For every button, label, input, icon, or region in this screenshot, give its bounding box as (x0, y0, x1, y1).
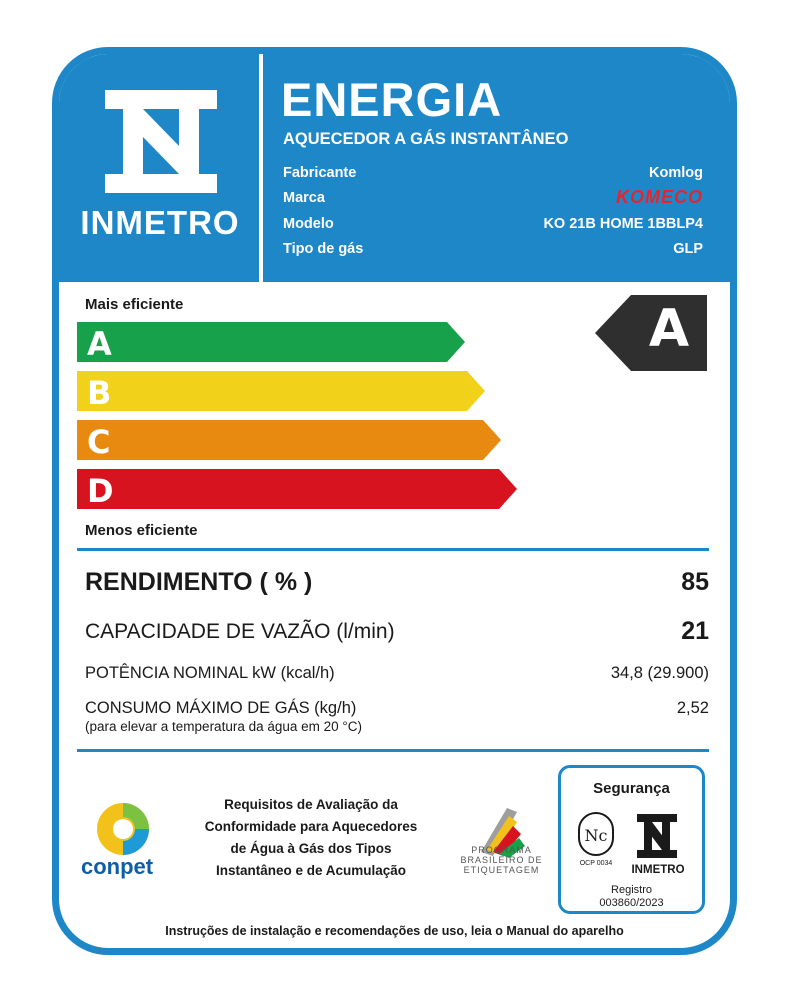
bar-b-shape (77, 371, 487, 411)
metric-value: 2,52 (676, 699, 709, 717)
svg-text:Nc: Nc (584, 826, 608, 845)
metric-rendimento (85, 568, 709, 600)
metric-potencia (85, 664, 709, 686)
metric-label: CAPACIDADE DE VAZÃO (l/min) (85, 620, 395, 643)
ocp-code: OCP 0034 (579, 860, 613, 867)
inmetro-seal-icon (631, 810, 683, 862)
requirements-line: de Água à Gás dos Tipos (230, 841, 392, 856)
energy-label (52, 47, 737, 955)
bar-d-letter: D (87, 472, 114, 510)
label-subtitle: AQUECEDOR A GÁS INSTANTÂNEO (283, 130, 569, 148)
bar-a-fill (77, 322, 465, 362)
metric-value: 21 (681, 617, 709, 645)
metrics-bottom-divider (77, 749, 709, 752)
instructions-text: Instruções de instalação e recomendações de uso, leia o Manual do aparelho (165, 924, 624, 938)
registro (561, 884, 702, 910)
metric-consumo (85, 699, 709, 739)
info-label: Tipo de gás (283, 241, 364, 257)
metric-capacidade (85, 617, 709, 650)
seguranca-inmetro-text: INMETRO (631, 864, 685, 876)
info-value: GLP (673, 241, 703, 257)
bar-d-shape (77, 469, 519, 509)
info-value: Komlog (649, 165, 703, 181)
pbe-logo-text (449, 845, 554, 875)
metric-label: CONSUMO MÁXIMO DE GÁS (kg/h) (85, 699, 357, 717)
bar-d-fill (77, 469, 517, 509)
efficiency-bar-b (77, 371, 487, 411)
efficiency-bar-c (77, 420, 503, 460)
seguranca-title: Segurança (593, 780, 670, 797)
rating-indicator (595, 295, 707, 371)
pbe-line: PROGRAMA (471, 845, 532, 855)
info-label: Marca (283, 190, 325, 206)
label-title: ENERGIA (281, 73, 503, 126)
conpet-logo-text: conpet (81, 854, 154, 879)
more-efficient-label: Mais eficiente (85, 296, 184, 313)
bar-b-fill (77, 371, 485, 411)
efficiency-bar-d (77, 469, 519, 509)
metric-value: 34,8 (29.900) (610, 664, 709, 682)
info-label: Modelo (283, 216, 334, 232)
requirements-line: Instantâneo e de Acumulação (215, 863, 407, 878)
info-value: KO 21B HOME 1BBLP4 (543, 216, 703, 232)
metric-label: RENDIMENTO ( % ) (85, 568, 313, 596)
rating-letter: A (648, 299, 690, 359)
inmetro-logo-icon (79, 82, 249, 272)
bar-b-letter: B (87, 374, 112, 412)
inmetro-logo-text: INMETRO (80, 204, 240, 241)
info-label: Fabricante (283, 165, 357, 181)
requirements-line: Requisitos de Avaliação da (224, 797, 398, 812)
bar-c-fill (77, 420, 501, 460)
less-efficient-label: Menos eficiente (85, 522, 198, 539)
bar-a-letter: A (87, 325, 112, 363)
registro-label: Registro (611, 884, 652, 896)
metrics-top-divider (77, 548, 709, 551)
bar-c-shape (77, 420, 503, 460)
registro-number: 003860/2023 (599, 897, 664, 909)
seguranca-box (558, 765, 705, 914)
label-header (59, 54, 730, 282)
efficiency-bar-a (77, 322, 467, 362)
header-divider (259, 54, 263, 282)
metric-value: 85 (681, 568, 709, 596)
pbe-line: BRASILEIRO DE (460, 855, 543, 865)
requirements-line: Conformidade para Aquecedores (204, 819, 418, 834)
requirements-text (171, 794, 451, 882)
bar-a-shape (77, 322, 467, 362)
metric-label: POTÊNCIA NOMINAL kW (kcal/h) (85, 664, 335, 682)
metric-note: (para elevar a temperatura da água em 20 °C) (85, 719, 363, 734)
pbe-line: ETIQUETAGEM (463, 865, 540, 875)
bar-c-letter: C (87, 423, 111, 461)
brand-logo: KOMECO (616, 187, 703, 207)
